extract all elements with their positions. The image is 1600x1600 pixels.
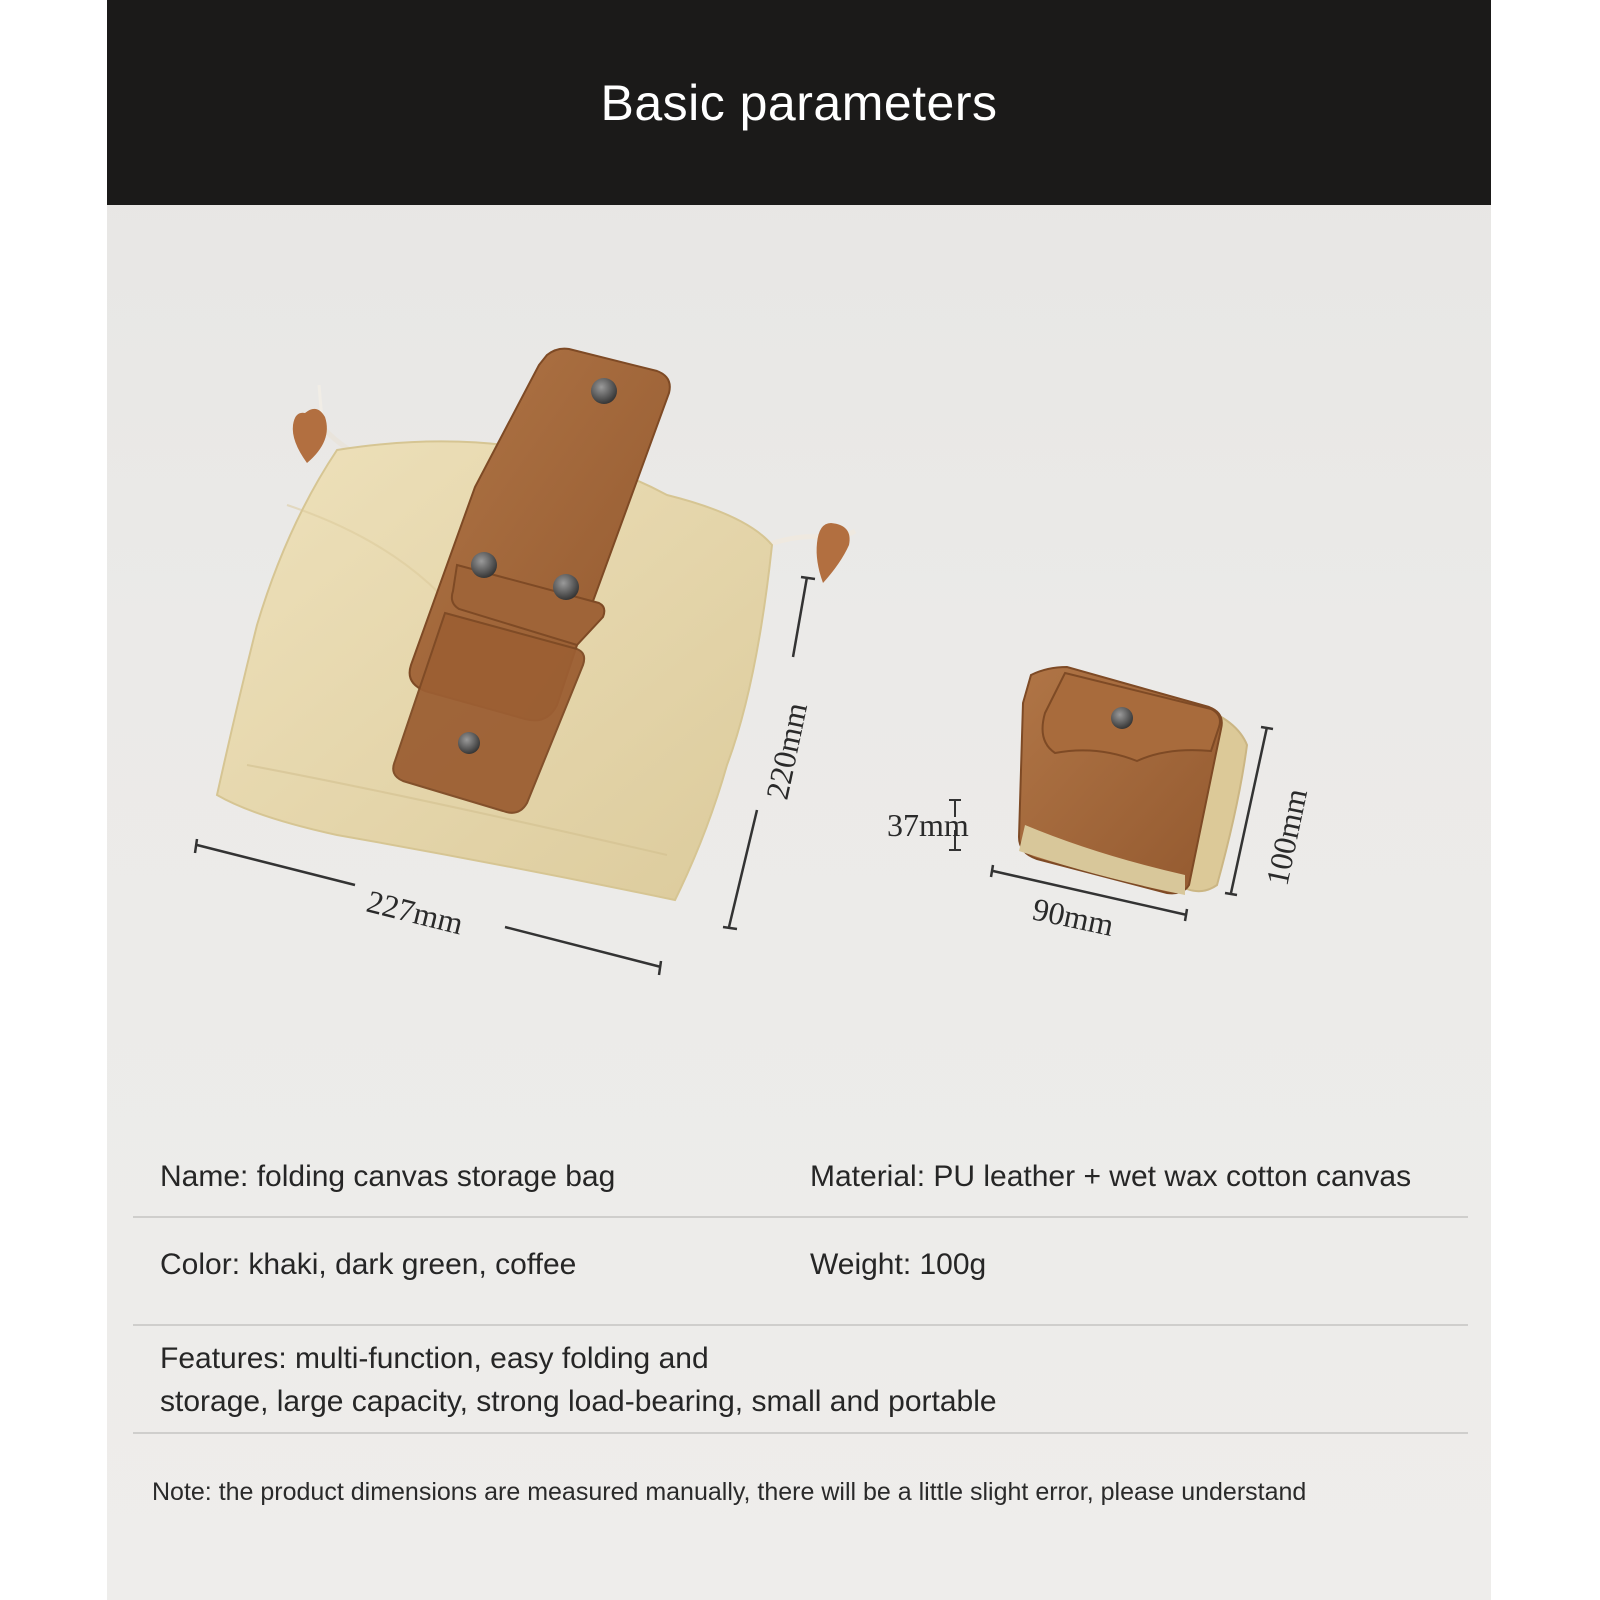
spec-weight: Weight: 100g xyxy=(810,1248,987,1281)
measurement-note: Note: the product dimensions are measured manually, there will be a little slight error, please understand xyxy=(152,1478,1307,1506)
page-title: Basic parameters xyxy=(600,74,998,131)
big-bag-width-label: 227mm xyxy=(363,882,467,942)
spec-row-1 xyxy=(133,1150,1468,1218)
small-bag-height-label: 100mm xyxy=(1258,785,1315,889)
big-bag xyxy=(217,349,855,900)
snap-button xyxy=(553,574,579,600)
small-bag-thickness-label: 37mm xyxy=(887,807,969,843)
product-photo xyxy=(107,205,1491,1095)
spec-color: Color: khaki, dark green, coffee xyxy=(160,1248,577,1281)
snap-button xyxy=(591,378,617,404)
spec-row-3 xyxy=(133,1326,1468,1434)
spec-row-2 xyxy=(133,1218,1468,1326)
spec-name: Name: folding canvas storage bag xyxy=(160,1160,616,1193)
left-toggle xyxy=(293,409,327,463)
snap-button xyxy=(1111,707,1133,729)
big-bag-height-label: 220mm xyxy=(758,699,815,803)
small-bag xyxy=(1019,667,1247,895)
spec-material: Material: PU leather + wet wax cotton canvas xyxy=(810,1160,1412,1193)
snap-button xyxy=(471,552,497,578)
spec-features-line2: storage, large capacity, strong load-bearing, small and portable xyxy=(160,1385,997,1418)
spec-features-line1: Features: multi-function, easy folding and xyxy=(160,1342,709,1375)
small-bag-width-label: 90mm xyxy=(1029,890,1118,943)
right-toggle xyxy=(817,523,850,583)
header-banner xyxy=(107,0,1491,205)
